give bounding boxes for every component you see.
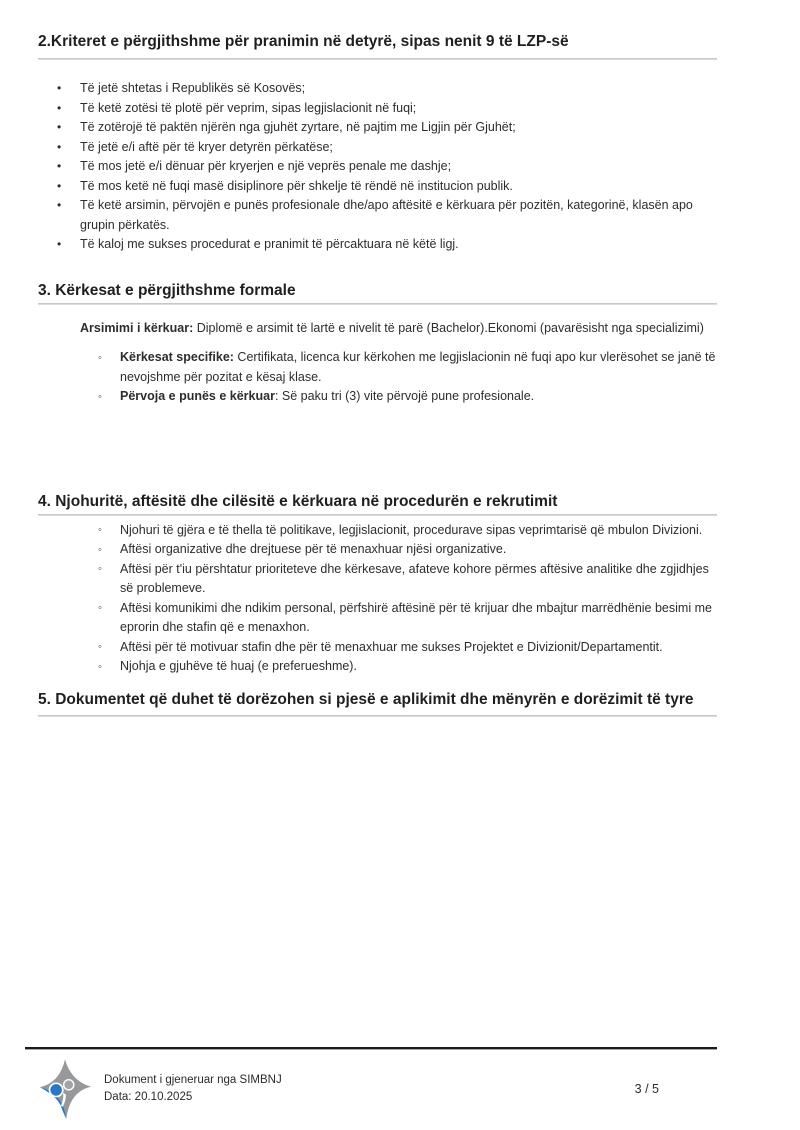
formal-requirements-list <box>38 348 717 407</box>
footer-divider <box>25 1047 717 1049</box>
section-4-heading: 4. Njohuritë, aftësitë dhe cilësitë e kërkuara në procedurën e rekrutimit <box>38 492 558 510</box>
list-item: • Të ketë arsimin, përvojën e punës profesionale dhe/apo aftësitë e kërkuara për pozitën, kategorinë, klasën apo grupin përkatës. <box>38 196 717 235</box>
list-item: ◦ Aftësi për të motivuar stafin dhe për të menaxhuar me sukses Projektet e Divizionit/Departamentit. <box>38 638 717 658</box>
page-footer <box>25 1047 717 1120</box>
list-item: • Të kaloj me sukses procedurat e pranimit të përcaktuara në këtë ligj. <box>38 235 717 255</box>
list-item: • Të ketë zotësi të plotë për veprim, sipas legjislacionit në fuqi; <box>38 99 717 119</box>
section-5-heading: 5. Dokumentet që duhet të dorëzohen si pjesë e aplikimit dhe mënyrën e dorëzimit të tyre <box>38 690 694 708</box>
footer-generated-text: Dokument i gjeneruar nga SIMBNJ <box>104 1073 282 1086</box>
section-3-heading: 3. Kërkesat e përgjithshme formale <box>38 281 296 299</box>
list-item-label: Përvoja e punës e kërkuar <box>120 389 275 403</box>
list-item: ◦ Aftësi për t'iu përshtatur prioriteteve dhe kërkesave, afateve kohore përmes aftësive analitike dhe zgjidhjes së problemeve. <box>38 560 717 599</box>
education-label: Arsimimi i kërkuar: <box>80 320 194 335</box>
page-number: 3 / 5 <box>634 1082 659 1096</box>
list-item: ◦ Aftësi komunikimi dhe ndikim personal, përfshirë aftësinë për të krijuar dhe mbajtur marrëdhënie besimi me eprorin dhe stafin që e menaxhon. <box>38 599 717 638</box>
list-item: ◦ Njohja e gjuhëve të huaj (e preferueshme). <box>38 657 717 677</box>
list-item: • Të jetë shtetas i Republikës së Kosovës; <box>38 79 717 99</box>
list-item: • Të mos jetë e/i dënuar për kryerjen e një veprës penale me dashje; <box>38 157 717 177</box>
list-item: • Të jetë e/i aftë për të kryer detyrën përkatëse; <box>38 138 717 158</box>
general-criteria-list <box>38 79 717 255</box>
list-item-text: Certifikata, licenca kur kërkohen me legjislacionin në fuqi apo kur vlerësohet se janë të nevojshme për pozitat e kësaj klase. <box>120 350 716 384</box>
list-item <box>38 348 717 387</box>
section-3-divider <box>38 303 717 305</box>
list-item <box>38 387 717 407</box>
document-page <box>38 0 717 717</box>
footer-date-text: Data: 20.10.2025 <box>104 1091 193 1103</box>
education-text: Diplomë e arsimit të lartë e nivelit të parë (Bachelor).Ekonomi (pavarësisht nga specializimi) <box>193 320 704 335</box>
section-2-heading: 2.Kriteret e përgjithshme për pranimin në detyrë, sipas nenit 9 të LZP-së <box>38 33 569 50</box>
section-2-divider <box>38 58 717 60</box>
list-item: • Të zotërojë të paktën njërën nga gjuhët zyrtare, në pajtim me Ligjin për Gjuhët; <box>38 118 717 138</box>
education-paragraph <box>80 319 717 339</box>
list-item: ◦ Aftësi organizative dhe drejtuese për të menaxhuar njësi organizative. <box>38 540 717 560</box>
list-item-text: : Së paku tri (3) vite përvojë pune profesionale. <box>274 389 535 403</box>
skills-list <box>38 521 717 677</box>
section-5-divider <box>38 715 717 717</box>
list-item-label: Kërkesat specifike: <box>120 350 234 364</box>
list-item: ◦ Njohuri të gjëra e të thella të politikave, legjislacionit, procedurave sipas veprimtarisë që mbulon Divizioni. <box>38 521 717 541</box>
list-item: • Të mos ketë në fuqi masë disiplinore për shkelje të rëndë në institucion publik. <box>38 177 717 197</box>
simbnj-star-logo-icon <box>37 1058 93 1120</box>
section-4-divider <box>38 514 717 516</box>
